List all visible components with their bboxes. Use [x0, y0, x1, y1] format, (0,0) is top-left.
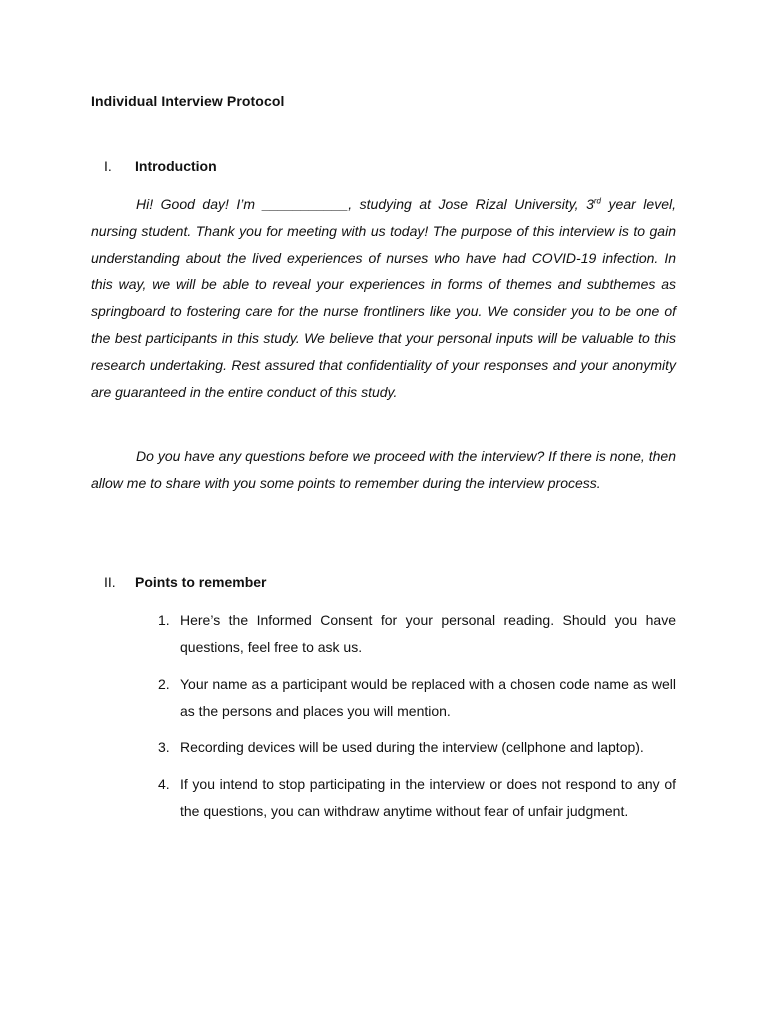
section-numeral: I. [104, 158, 112, 174]
list-item-number: 1. [158, 612, 170, 628]
list-item [158, 607, 676, 661]
list-item-text: Your name as a participant would be replaced with a chosen code name as well as the persons and places you will mention. [180, 675, 676, 719]
section-heading-points-to-remember [104, 574, 266, 590]
list-item-text: If you intend to stop participating in the interview or does not respond to any of the questions, you can withdraw anytime without fear of unfair judgment. [180, 775, 676, 819]
ordinal-suffix: rd [593, 196, 602, 206]
list-item [158, 734, 676, 761]
list-item-number: 3. [158, 739, 170, 755]
section-title: Introduction [135, 158, 217, 174]
list-item [158, 771, 676, 825]
paragraph-text-start: Hi! Good day! I’m ___________, studying at Jose Rizal University, 3 [136, 196, 594, 212]
list-item-text: Here’s the Informed Consent for your personal reading. Should you have questions, feel free to ask us. [180, 612, 676, 655]
section-numeral: II. [104, 574, 116, 590]
list-item [158, 671, 676, 725]
list-item-number: 2. [158, 675, 170, 692]
section-heading-introduction [104, 158, 217, 174]
document-title: Individual Interview Protocol [91, 93, 285, 109]
points-list [158, 607, 676, 834]
section-title: Points to remember [135, 574, 267, 590]
list-item-text: Recording devices will be used during the interview (cellphone and laptop). [180, 739, 644, 755]
introduction-paragraph-1 [91, 191, 676, 405]
list-item-number: 4. [158, 775, 170, 792]
paragraph-text-rest: year level, nursing student. Thank you for meeting with us today! The purpose of this interview is to gain understanding about the lived experiences of nurses who have had COVID-19 infection. In this way, we will be able to reveal your experiences in forms of themes and subthemes as springboard to fostering care for the nurse frontliners like you. We consider you to be one of the best participants in this study. We believe that your personal inputs will be valuable to this research undertaking. Rest assured that confidentiality of your responses and your anonymity are guaranteed in the entire conduct of this study. [91, 196, 676, 400]
introduction-paragraph-2: Do you have any questions before we proceed with the interview? If there is none, then allow me to share with you some points to remember during the interview process. [91, 448, 676, 491]
